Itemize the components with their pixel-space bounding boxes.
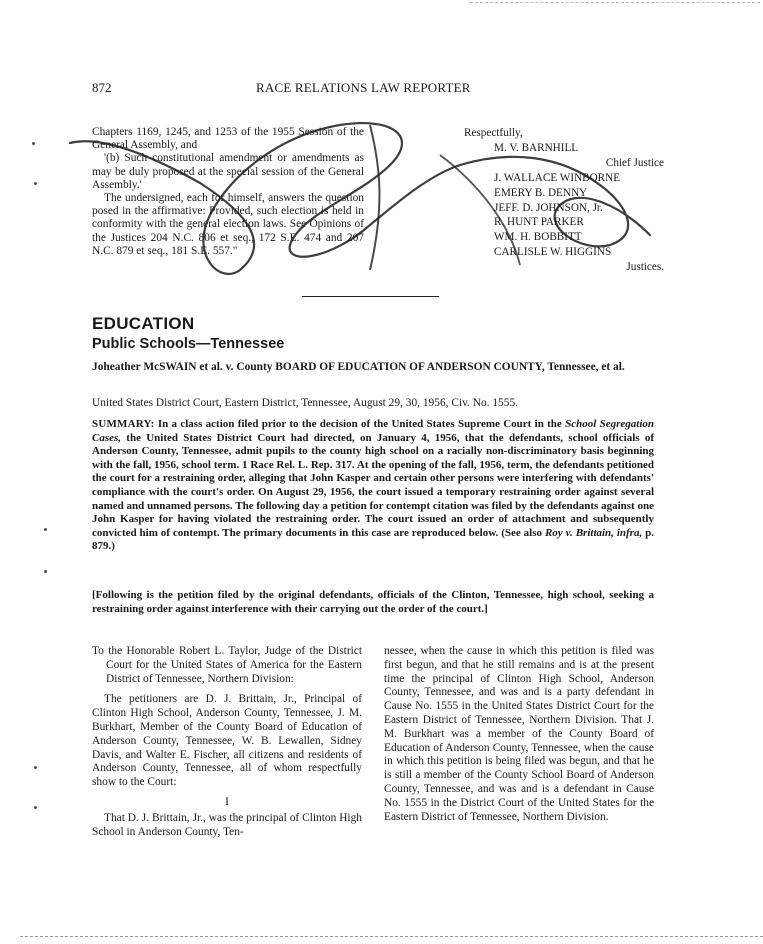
running-head: RACE RELATIONS LAW REPORTER [256,80,471,95]
petition-paragraph: The petitioners are D. J. Brittain, Jr., Principal of Clinton High School, Anderson County, Tennessee, J. M. Burkhart, Member of the County Board of Education of Anderson County, Tennessee, W. B. Lewallen, Sidney Davis, and Walter E. Fischer, all citizens and residents of Anderson County, Tennessee, all of whom respectfully show to the Court: [92,693,362,789]
case-title: Joheather McSWAIN et al. v. County BOARD OF EDUCATION OF ANDERSON COUNTY, Tennessee, et al. [92,361,625,373]
summary-label: SUMMARY: [92,418,155,430]
summary-case-name: School Segregation Cases, [92,418,654,444]
case-summary [92,418,654,554]
quote-line: '(b) Such constitutional amendment or amendments as may be duly proposed at the special session of the General Assembly.' [92,152,364,191]
court-citation: United States District Court, Eastern District, Tennessee, August 29, 30, 1956, Civ. No. 1555. [92,397,518,409]
signer-title: Chief Justice [605,156,664,169]
section-numeral: I [225,795,229,808]
section-divider [302,296,439,297]
signer-name: JEFF. D. JOHNSON, Jr. [494,201,603,214]
scan-speck [32,142,35,145]
summary-text: p. 879.) [92,526,654,553]
signer-name: EMERY B. DENNY [494,186,588,199]
left-column [92,645,362,839]
signer-name: J. WALLACE WINBORNE [494,171,621,184]
signer-name: CARLISLE W. HIGGINS [494,246,612,259]
summary-case-name: Roy v. Brittain, infra, [544,526,643,539]
subsection-heading: Public Schools—Tennessee [92,336,285,352]
summary-text: the United States District Court had directed, on January 4, 1956, that the defendants, school officials of Anderson County, Tennessee, admit pupils to the county high school on a racially non-discriminatory basis beginning with the fall, 1956, school term. 1 Race Rel. L. Rep. 317. At the opening of the fall, 1956, term, the defendants petitioned the court for a restraining order, alleging that John Kasper and certain other persons were interfering with defendants' compliance with the court's order. On August 29, 1956, the court issued a temporary restraining order against several named and unnamed persons. The following day a petition for contempt citation was filed by the defendants against one John Kasper for having violated the restraining order. The court issued an order of attachment and subsequently convicted him of contempt. The primary documents in this case are reproduced below. (See also [92,431,654,539]
petition-paragraph: nessee, when the cause in which this petition is filed was first begun, and that he still remains and is at the present time the principal of Clinton High School, Anderson County, Tennessee, and was and is a party defendant in Cause No. 1555 in the United States District Court for the Eastern District of Tennessee, Northern Division. That J. M. Burkhart was a member of the County Board of Education of Anderson County, Tennessee, when the cause in which this petition is being filed was begun, and that he is still a member of the County School Board of Anderson County, Tennessee, and was and is a defendant in Cause No. 1555 in the District Court of the United States for the Eastern District of Tennessee, Northern Division. [384,645,654,823]
petition-paragraph: That D. J. Brittain, Jr., was the principal of Clinton High School in Anderson County, Ten- [92,811,362,838]
signer-name: WM. H. BOBBITT [494,231,582,244]
petition-address: To the Honorable Robert L. Taylor, Judge of the District Court for the United States of America for the Eastern District of Tennessee, Northern Division: [92,645,362,685]
quote-line: The undersigned, each for himself, answers the question posed in the affirmative: Provided, such election is held in conformity with the general election laws. See Opinions of the Justices 204 N.C. 806 et seq., 172 S.E. 474 and 207 N.C. 879 et seq., 181 S.E. 557." [92,192,364,257]
scan-edge-top [470,2,760,3]
signer-title: Justices. [626,261,664,274]
page-number: 872 [92,80,112,95]
signer-name: R. HUNT PARKER [494,216,584,229]
section-heading: EDUCATION [92,314,195,333]
scan-edge-bottom [20,936,763,937]
scan-speck [34,182,37,185]
handwritten-signature-mark [40,95,730,285]
scan-speck [34,806,37,809]
signer-name: M. V. BARNHILL [494,141,579,154]
quote-line: Chapters 1169, 1245, and 1253 of the 1955 Session of the General Assembly, and [92,126,364,152]
right-column [384,645,654,824]
summary-text: In a class action filed prior to the decision of the United States Supreme Court in the [154,418,566,430]
scan-speck [34,766,37,769]
scan-speck [44,528,47,531]
respectfully-line: Respectfully, [464,127,523,139]
editorial-note: [Following is the petition filed by the original defendants, officials of the Clinton, Tennessee, high school, seeking a restraining order against interference with their carrying out the order of the court.] [92,589,654,615]
scan-speck [44,570,47,573]
